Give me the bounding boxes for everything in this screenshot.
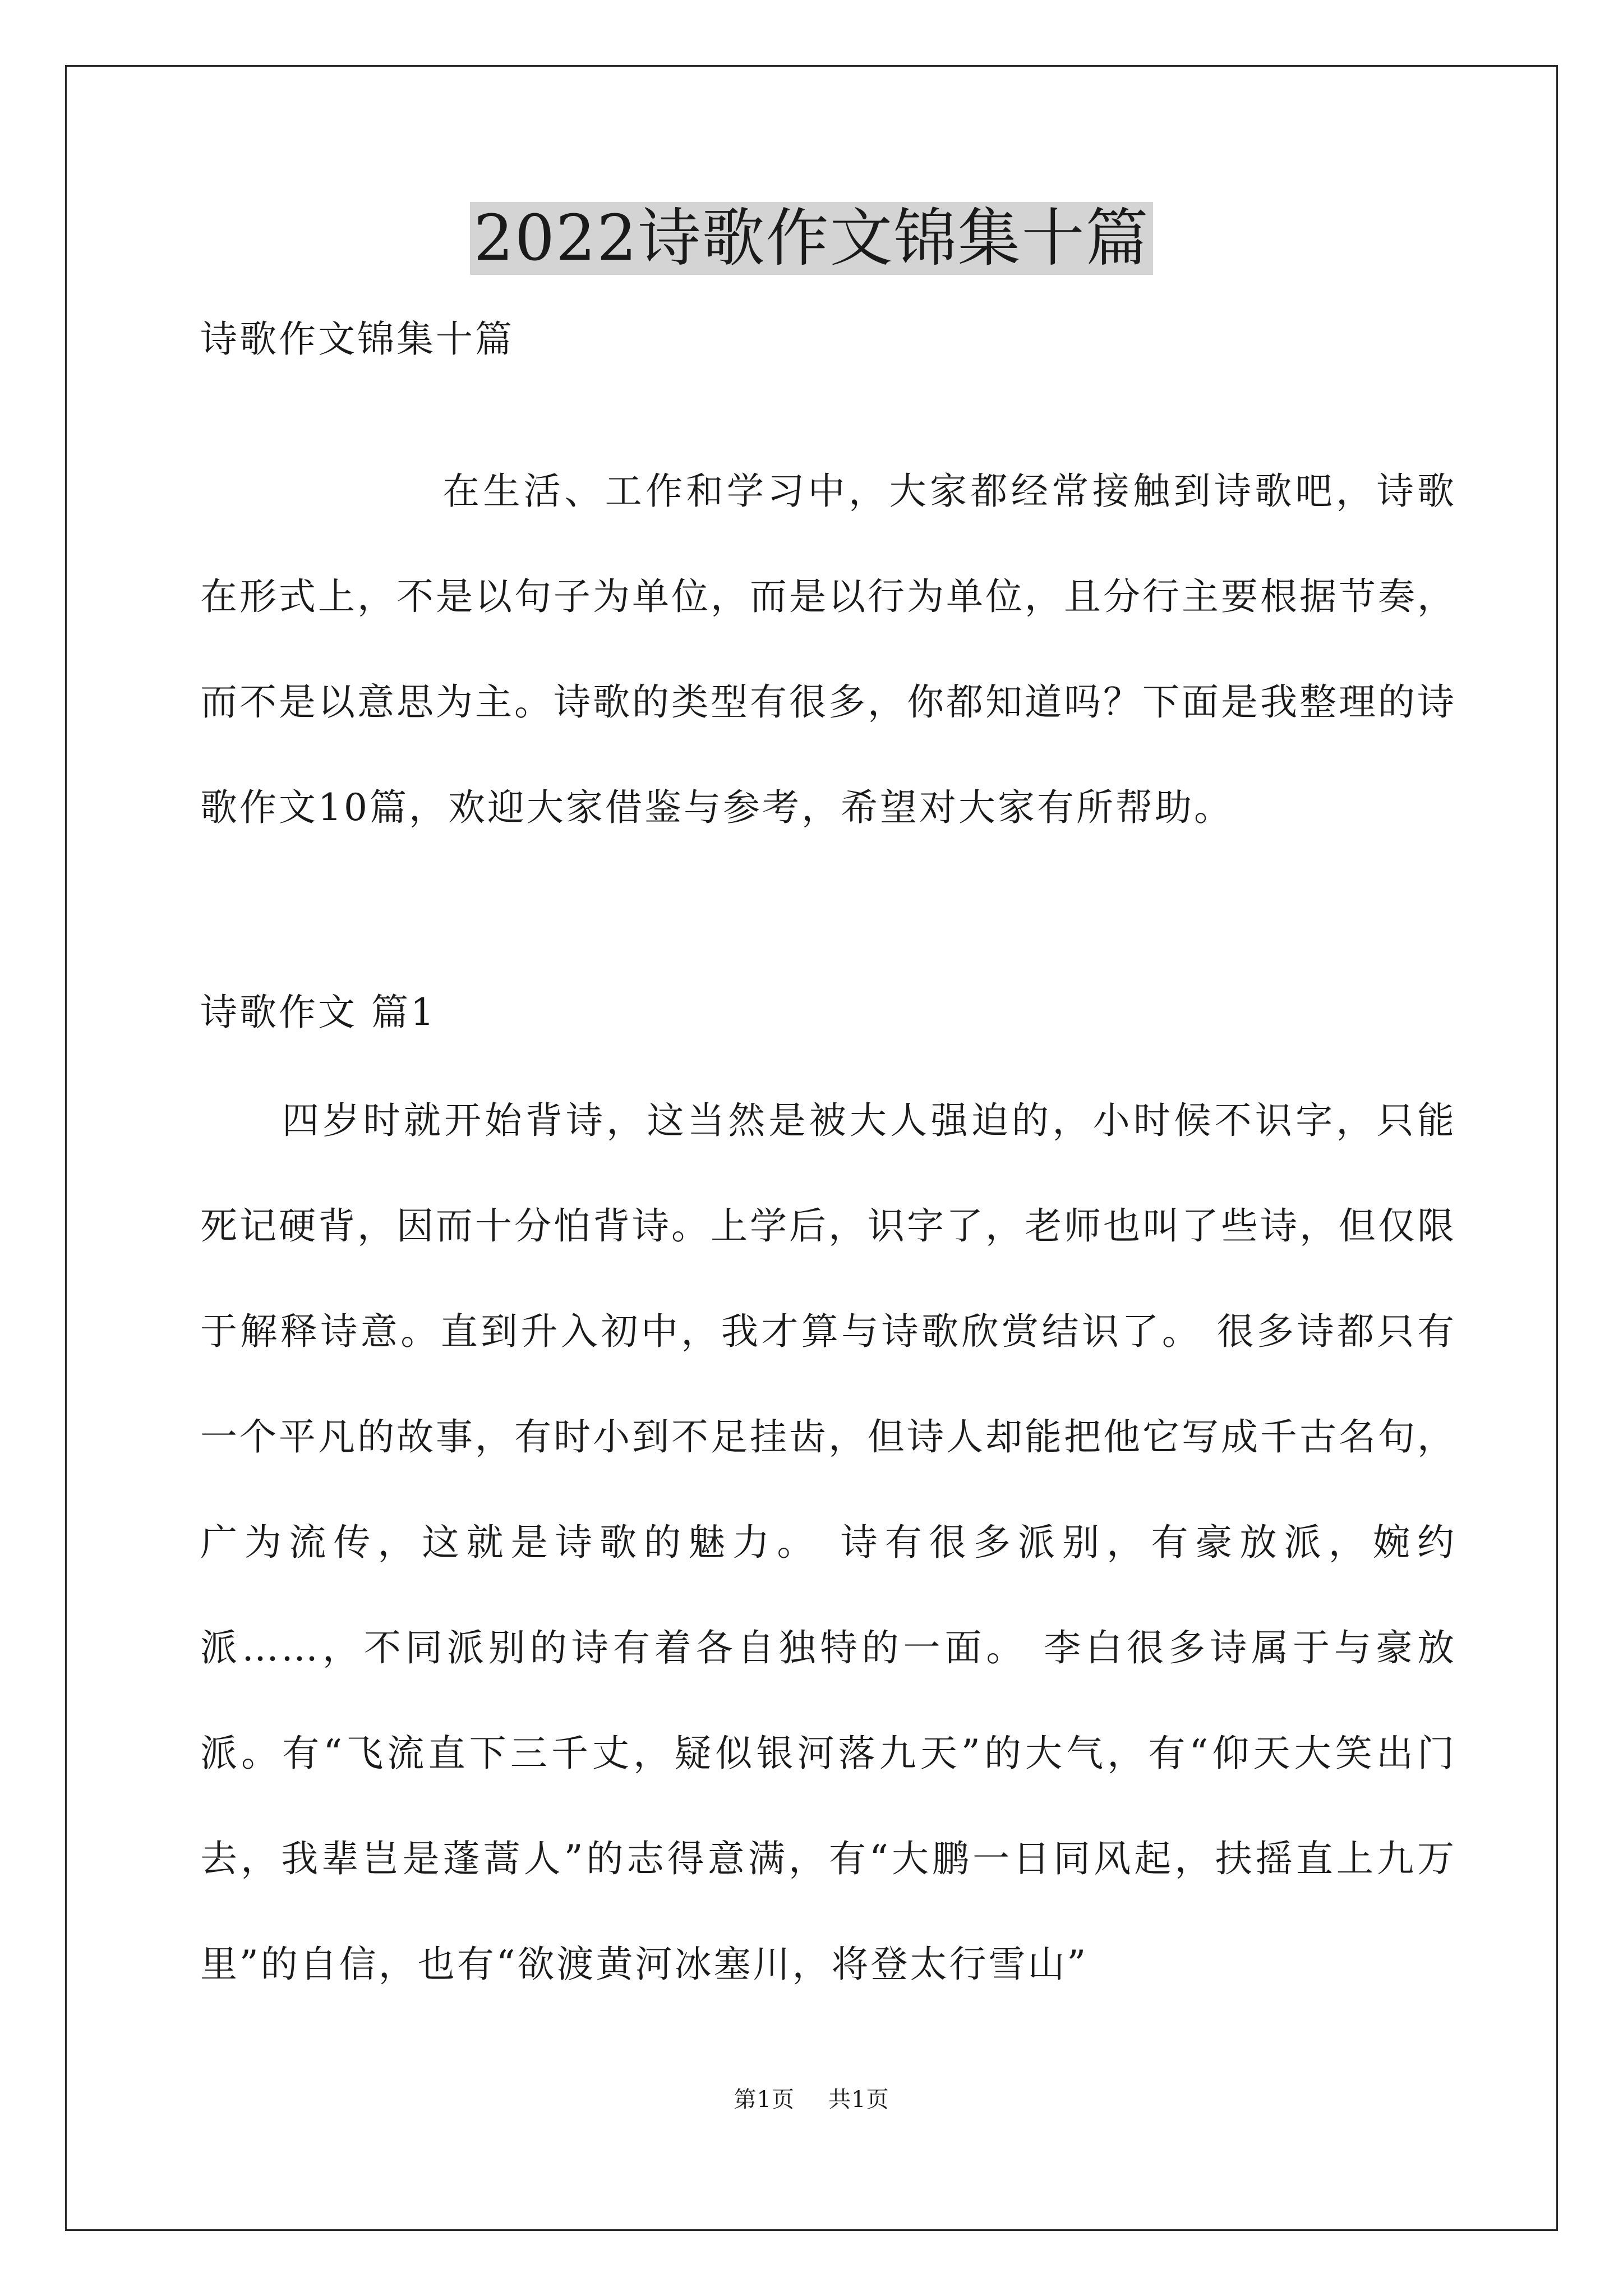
intro-paragraph: 在生活、工作和学习中，大家都经常接触到诗歌吧，诗歌在形式上，不是以句子为单位，而是以行为单位，且分行主要根据节奏，而不是以意思为主。诗歌的类型有很多，你都知道吗？下面是我整理的诗歌作文10篇，欢迎大家借鉴与参考，希望对大家有所帮助。 [200,470,1456,829]
page-footer [0,2084,1623,2115]
section-heading: 诗歌作文 篇1 [200,991,436,1034]
page-total: 共1页 [828,2087,889,2113]
document-subtitle: 诗歌作文锦集十篇 [200,318,514,361]
page-number: 第1页 [734,2087,795,2113]
document-title-text: 2022诗歌作文锦集十篇 [470,202,1152,275]
section-body-paragraph: 四岁时就开始背诗，这当然是被大人强迫的，小时候不识字，只能死记硬背，因而十分怕背诗。上学后，识字了，老师也叫了些诗，但仅限于解释诗意。直到升入初中，我才算与诗歌欣赏结识了。 很多诗都只有一个平凡的故事，有时小到不足挂齿，但诗人却能把他它写成千古名句，广为流传，这就是诗歌的魅力。 诗有很多派别，有豪放派，婉约派……，不同派别的诗有着各自独特的一面。 李白很多诗属于与豪放派。有“飞流直下三千丈，疑似银河落九天”的大气，有“仰天大笑出门去，我辈岂是蓬蒿人”的志得意满，有“大鹏一日同风起，扶摇直上九万里”的自信，也有“欲渡黄河冰塞川，将登太行雪山” [200,1099,1456,1986]
document-title [0,199,1623,278]
